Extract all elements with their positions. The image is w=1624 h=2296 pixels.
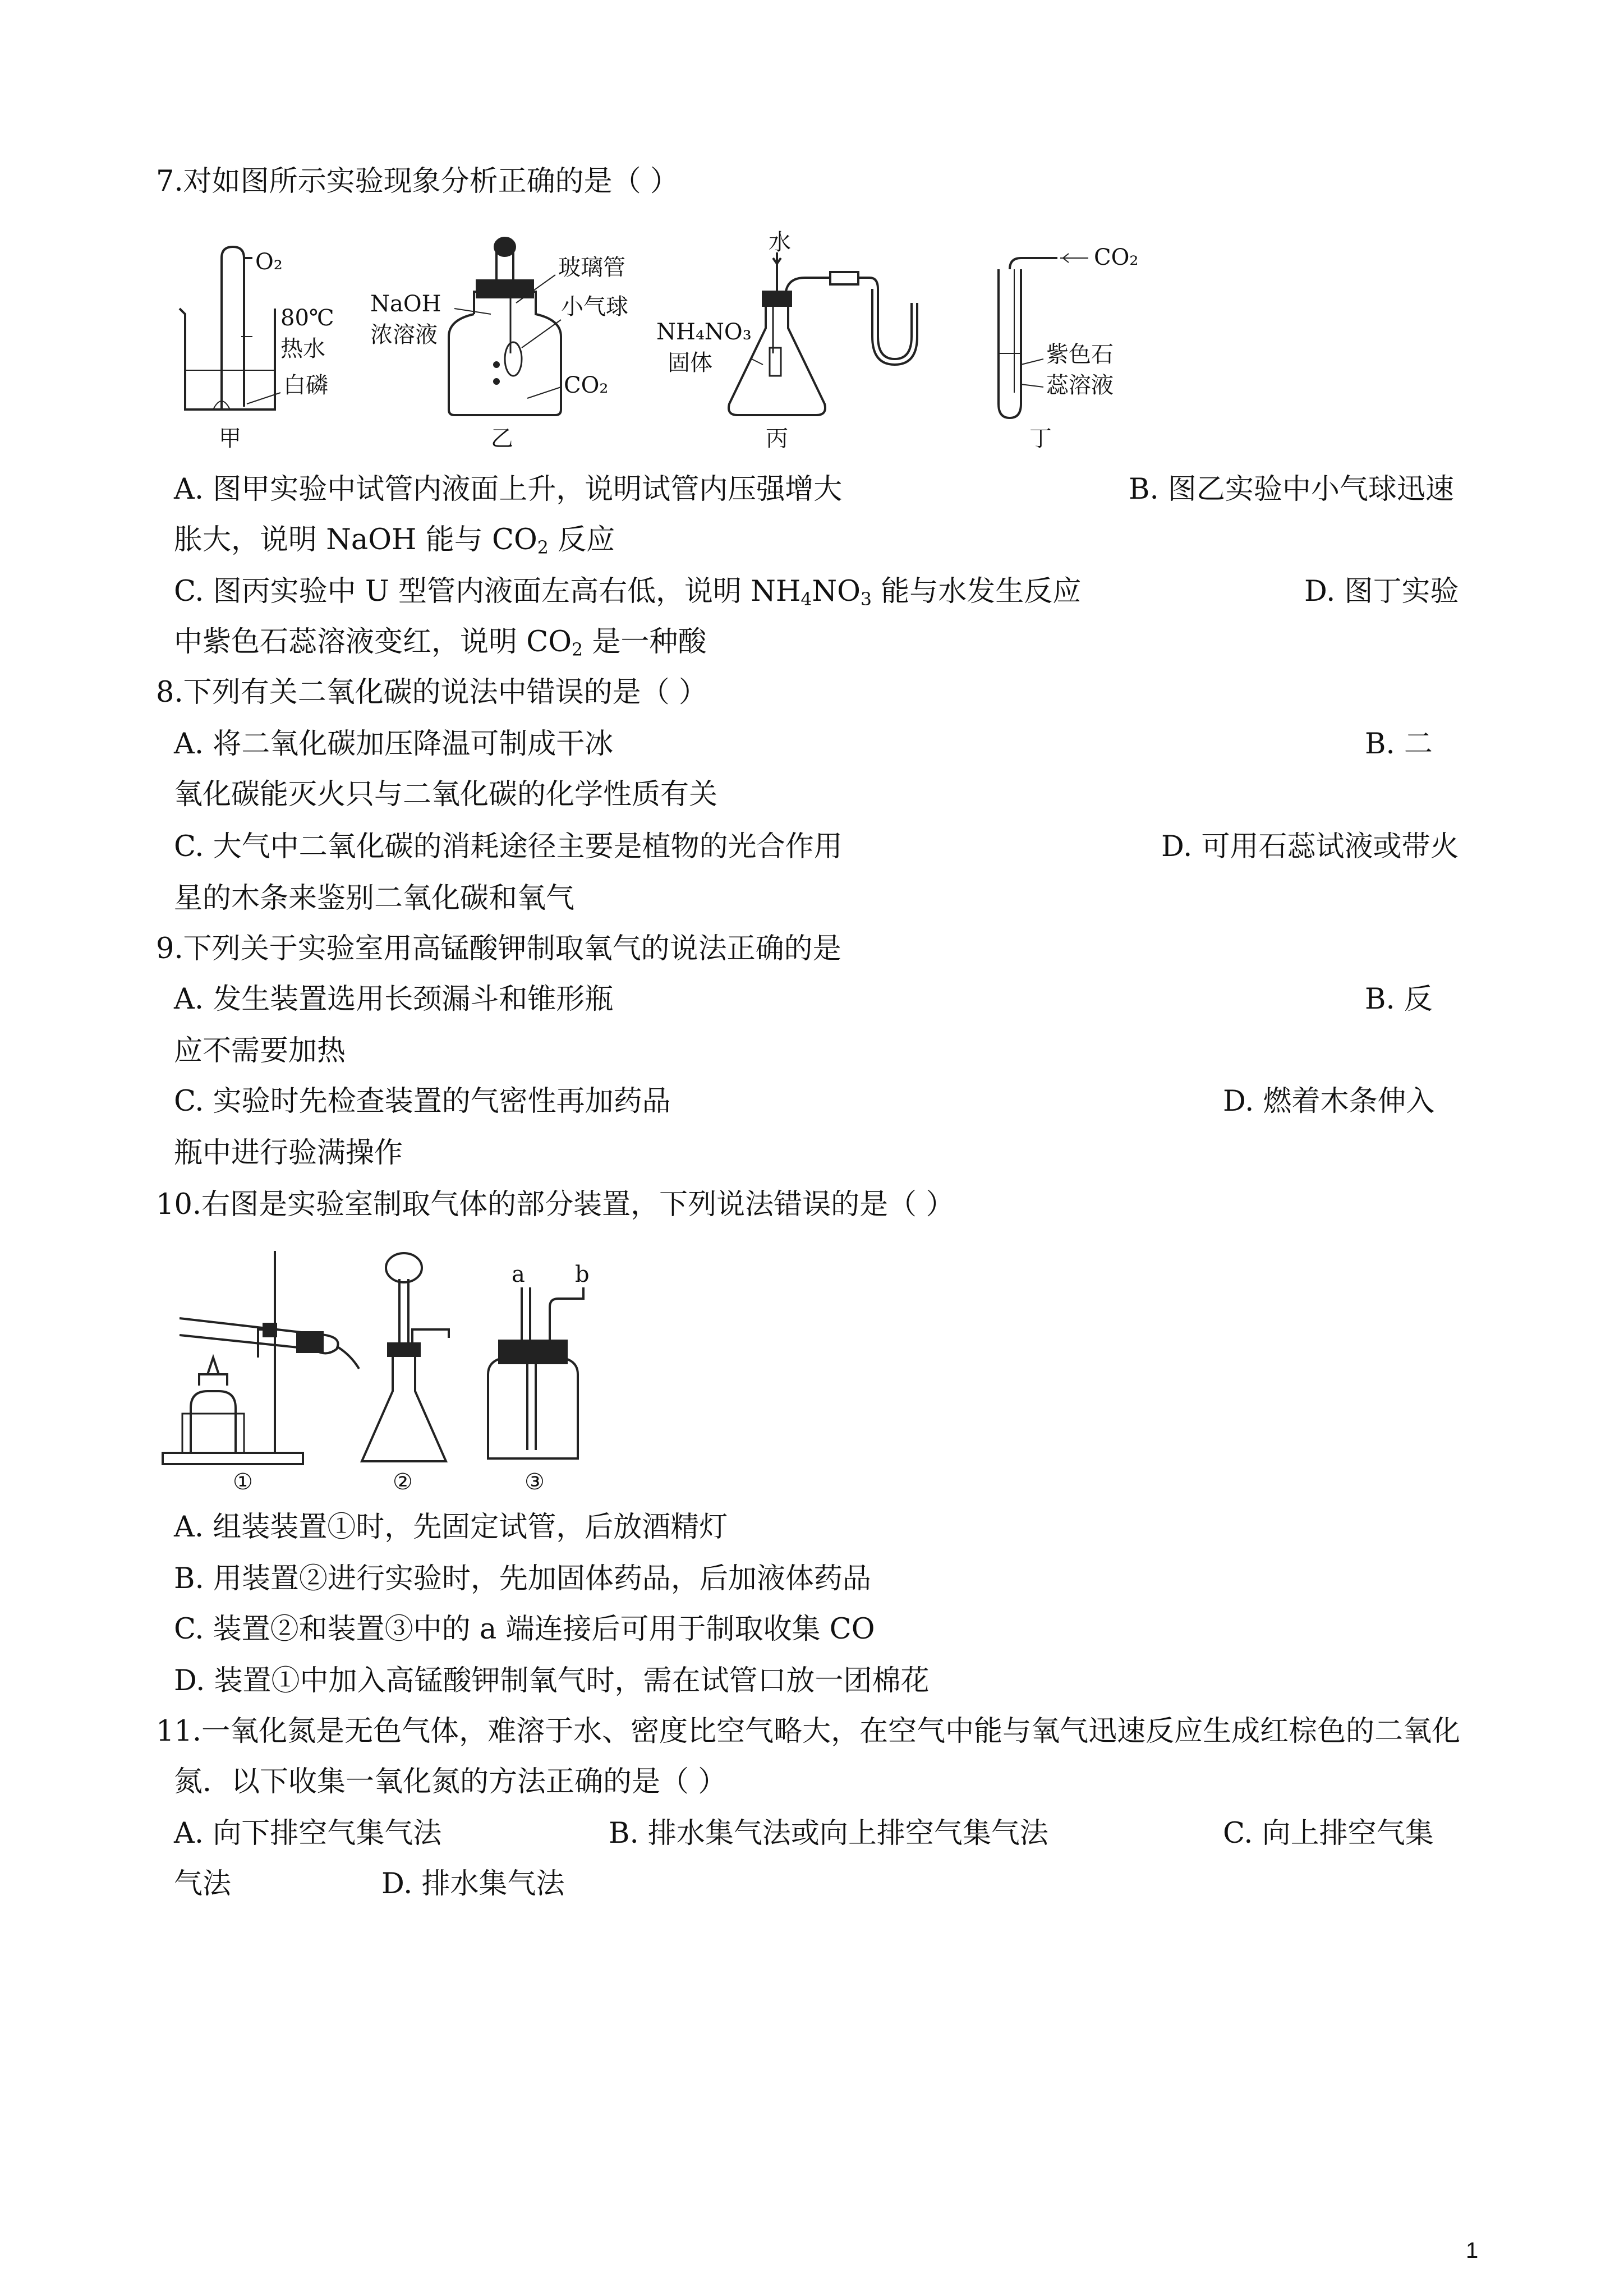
q9-option-d-cont: 瓶中进行验满操作 (174, 1137, 403, 1170)
jia-temp-label: 80℃ (280, 305, 334, 331)
ding-caption: 丁 (1029, 426, 1052, 452)
q7-option-d-cont: 中紫色石蕊溶液变红，说明 $CO_2$ 是一种酸 (174, 625, 707, 660)
q8-option-b: B. 二 (1365, 728, 1433, 761)
q9-option-b-cont: 应不需要加热 (174, 1034, 346, 1068)
q10-stem: 10.右图是实验室制取气体的部分装置，下列说法错误的是（ ） (156, 1188, 955, 1221)
q10-label-a: a (512, 1262, 525, 1287)
q10-label-2: ② (393, 1469, 413, 1492)
q9-option-d: D. 燃着木条伸入 (1223, 1085, 1435, 1118)
q11-option-d: D. 排水集气法 (381, 1867, 565, 1901)
q7-option-d: D. 图丁实验 (1304, 575, 1459, 608)
yi-glass-label: 玻璃管 (558, 255, 625, 280)
q8-option-d-cont: 星的木条来鉴别二氧化碳和氧气 (174, 882, 575, 915)
yi-caption: 乙 (491, 426, 513, 452)
page-number: 1 (1466, 2238, 1479, 2263)
q11-stem-line2: 氮．以下收集一氧化氮的方法正确的是（ ） (174, 1765, 727, 1798)
jia-caption: 甲 (219, 426, 241, 452)
q11-option-a: A. 向下排空气集气法 (174, 1817, 442, 1850)
q9-option-c: C. 实验时先检查装置的气密性再加药品 (174, 1085, 671, 1118)
q10-option-c: C. 装置②和装置③中的 a 端连接后可用于制取收集 CO (174, 1613, 875, 1646)
q10-label-3: ③ (525, 1469, 545, 1492)
q11-stem-line1: 11.一氧化氮是无色气体，难溶于水、密度比空气略大，在空气中能与氧气迅速反应生成红棕色的二氧化 (156, 1715, 1461, 1748)
q8-option-a: A. 将二氧化碳加压降温可制成干冰 (174, 728, 614, 761)
ding-litmus-label-1: 紫色石 (1046, 342, 1114, 367)
q10-option-a: A. 组装装置①时，先固定试管，后放酒精灯 (174, 1511, 728, 1544)
q10-option-b: B. 用装置②进行实验时，先加固体药品，后加液体药品 (174, 1562, 871, 1595)
q8-stem: 8.下列有关二氧化碳的说法中错误的是（ ） (156, 676, 707, 709)
jia-o2-label: O₂ (255, 249, 283, 275)
q8-option-c: C. 大气中二氧化碳的消耗途径主要是植物的光合作用 (174, 830, 843, 863)
q7-option-c: C. 图丙实验中 U 型管内液面左高右低，说明 $NH_4NO_3$ 能与水发生反应 (174, 575, 1082, 610)
q11-option-c: C. 向上排空气集 (1223, 1817, 1434, 1850)
bing-water-label: 水 (769, 229, 791, 255)
q7-figure (168, 224, 1178, 462)
q7-option-b: B. 图乙实验中小气球迅速 (1129, 473, 1454, 506)
q10-option-d: D. 装置①中加入高锰酸钾制氧气时，需在试管口放一团棉花 (174, 1664, 930, 1697)
jia-hot-label: 热水 (280, 336, 325, 362)
bing-solid-label: 固体 (668, 350, 712, 376)
jia-p-label: 白磷 (283, 372, 328, 398)
yi-co2-label: CO₂ (564, 372, 609, 398)
bing-nh4no3-label: NH₄NO₃ (656, 319, 752, 345)
q7-option-a: A. 图甲实验中试管内液面上升，说明试管内压强增大 (174, 473, 843, 506)
q8-option-b-cont: 氧化碳能灭火只与二氧化碳的化学性质有关 (174, 778, 718, 811)
q10-figure (157, 1245, 617, 1494)
q7-stem: 7.对如图所示实验现象分析正确的是（ ） (156, 165, 679, 198)
q11-option-b: B. 排水集气法或向上排空气集气法 (609, 1817, 1048, 1850)
q11-option-c-cont: 气法 (174, 1867, 232, 1901)
q9-stem: 9.下列关于实验室用高锰酸钾制取氧气的说法正确的是 (156, 932, 841, 965)
yi-naoh-label: NaOH (370, 291, 441, 317)
q9-option-b: B. 反 (1365, 983, 1433, 1016)
q10-label-1: ① (233, 1469, 253, 1492)
bing-caption: 丙 (766, 426, 788, 452)
q10-label-b: b (575, 1262, 590, 1287)
ding-co2-label: CO₂ (1094, 245, 1139, 270)
q7-option-b-cont: 胀大，说明 NaOH 能与 $CO_2$ 反应 (174, 523, 615, 558)
ding-litmus-label-2: 蕊溶液 (1046, 372, 1114, 398)
yi-sol-label: 浓溶液 (370, 322, 438, 348)
q8-option-d: D. 可用石蕊试液或带火 (1161, 830, 1459, 863)
yi-balloon-label: 小气球 (561, 294, 628, 320)
q9-option-a: A. 发生装置选用长颈漏斗和锥形瓶 (174, 983, 614, 1016)
